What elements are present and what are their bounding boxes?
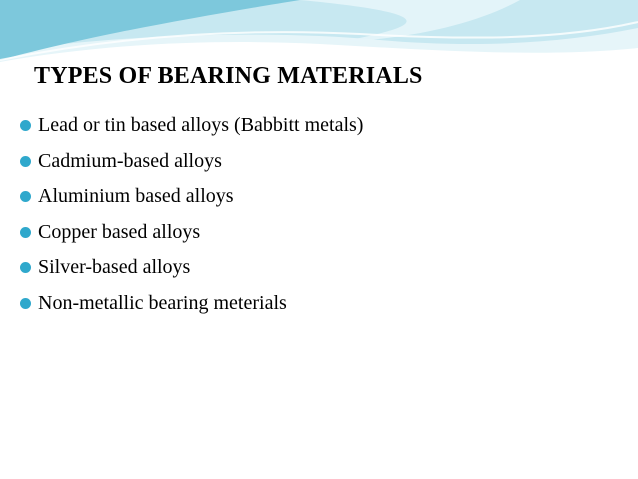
bullet-item-silver <box>20 250 363 286</box>
bullet-text: Non-metallic bearing meterials <box>38 291 287 314</box>
slide-title: TYPES OF BEARING MATERIALS <box>34 63 423 89</box>
bullet-dot-icon <box>20 156 31 167</box>
bullet-dot-icon <box>20 120 31 131</box>
bullet-text: Silver-based alloys <box>38 256 191 279</box>
bullet-item-copper <box>20 215 363 251</box>
bullet-dot-icon <box>20 191 31 202</box>
bullet-dot-icon <box>20 227 31 238</box>
bullet-dot-icon <box>20 262 31 273</box>
bullet-text: Aluminium based alloys <box>38 185 234 208</box>
bullet-item-cadmium <box>20 144 363 180</box>
bullet-text: Copper based alloys <box>38 220 201 243</box>
bullet-item-aluminium <box>20 179 363 215</box>
bullet-item-babbitt <box>20 108 363 144</box>
bullet-list <box>20 108 363 321</box>
bullet-text: Cadmium-based alloys <box>38 149 222 172</box>
bullet-text: Lead or tin based alloys (Babbitt metals) <box>38 114 364 137</box>
bullet-item-non-metallic <box>20 286 363 322</box>
bullet-dot-icon <box>20 298 31 309</box>
